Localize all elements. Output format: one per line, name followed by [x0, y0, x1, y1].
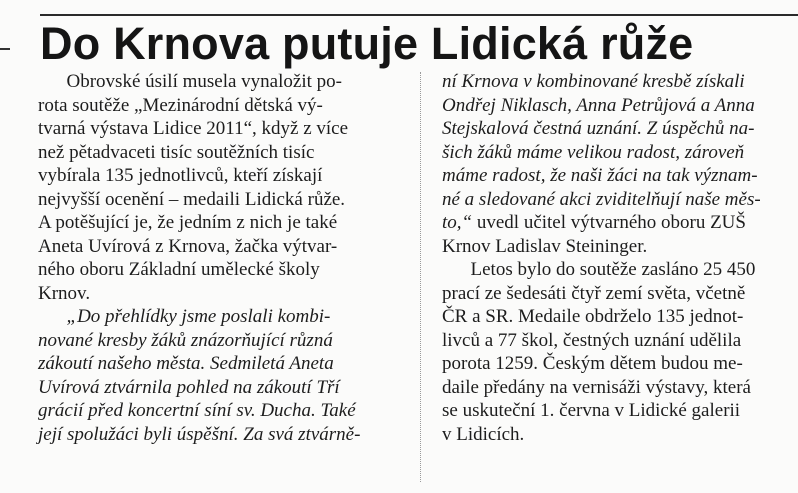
article-text-line	[38, 117, 405, 141]
article-text-run: nované kresby žáků znázorňující různá	[38, 329, 333, 351]
article-text-run: Aneta Uvírová z Krnova, žačka výtvar-	[38, 235, 338, 257]
article-text-line	[38, 305, 405, 329]
article-text-run: livců a 77 škol, čestných uznání udělila	[442, 329, 742, 351]
article-text-line	[38, 423, 405, 447]
article-text-line	[38, 235, 405, 259]
article-text-run: Letos bylo do soutěže zasláno 25 450	[442, 259, 756, 280]
article-text-run: než pětadvaceti tisíc soutěžních tisíc	[38, 141, 315, 163]
column-divider	[420, 72, 421, 482]
article-text-line	[38, 258, 405, 282]
article-right-column	[442, 70, 798, 446]
article-text-run: ného oboru Základní umělecké školy	[38, 259, 320, 280]
article-text-line	[38, 141, 405, 165]
article-text-run: se uskuteční 1. června v Lidické galerii	[442, 400, 741, 421]
article-text-line	[38, 70, 405, 94]
article-text-run: ní Krnova v kombinované kresbě získali	[442, 71, 745, 92]
article-text-run: prací ze šedesáti čtyř zemí světa, včetně	[442, 282, 746, 304]
article-text-run: Stejskalová čestná uznání. Z úspěchů na-	[442, 118, 755, 139]
article-text-line	[442, 258, 798, 282]
article-text-line	[38, 376, 405, 400]
article-text-line	[38, 164, 405, 188]
article-text-run: porota 1259. Českým dětem budou me-	[442, 353, 743, 374]
article-headline: Do Krnova putuje Lidická růže	[40, 18, 694, 69]
article-text-line	[442, 188, 798, 212]
article-text-line	[38, 282, 405, 306]
article-left-column	[38, 70, 405, 446]
article-text-run: ČR a SR. Medaile obdrželo 135 jednot-	[442, 306, 744, 327]
article-text-line	[442, 399, 798, 423]
article-text-run: Obrovské úsilí musela vynaložit po-	[38, 71, 342, 92]
article-text-line	[38, 399, 405, 423]
article-text-run: daile předány na vernisáži výstavy, která	[442, 376, 751, 398]
article-text-line	[442, 282, 798, 306]
article-text-line	[38, 188, 405, 212]
article-text-line	[442, 141, 798, 165]
article-text-run: Ondřej Niklasch, Anna Petrůjová a Anna	[442, 94, 755, 116]
top-rule-divider	[40, 14, 798, 16]
article-text-line	[442, 117, 798, 141]
article-text-run: máme radost, že naši žáci na tak význam-	[442, 165, 758, 186]
article-text-run: rota soutěže „Mezinárodní dětská vý-	[38, 94, 323, 116]
article-text-line	[442, 235, 798, 259]
article-text-line	[442, 164, 798, 188]
article-text-line	[38, 352, 405, 376]
article-text-line	[442, 211, 798, 235]
article-text-line	[442, 94, 798, 118]
article-text-line	[442, 376, 798, 400]
article-text-run: nejvyšší ocenění – medaili Lidická růže.	[38, 188, 346, 210]
article-text-run: A potěšující je, že jedním z nich je také	[38, 212, 338, 233]
article-text-run: tvarná výstava Lidice 2011“, když z více	[38, 118, 349, 139]
article-text-run: Krnov.	[38, 282, 91, 304]
article-text-line	[442, 352, 798, 376]
article-text-run: zákoutí našeho města. Sedmiletá Aneta	[38, 353, 334, 374]
article-text-line	[442, 423, 798, 447]
article-text-run: grácií před koncertní síní sv. Ducha. Také	[38, 400, 356, 421]
article-text-run: vybírala 135 jednotlivců, kteří získají	[38, 165, 323, 186]
article-text-line	[442, 305, 798, 329]
article-text-run: „Do přehlídky jsme poslali kombi-	[38, 306, 331, 327]
article-text-line	[38, 94, 405, 118]
article-text-run: to,“	[442, 212, 473, 233]
article-text-run: Uvírová ztvárnila pohled na zákoutí Tří	[38, 376, 340, 398]
article-text-line	[38, 329, 405, 353]
article-text-run: v Lidicích.	[442, 423, 525, 445]
scan-edge-mark	[0, 48, 10, 50]
article-text-run: uvedl učitel výtvarného oboru ZUŠ	[472, 212, 746, 233]
article-text-run: né a sledované akci zviditelňují naše měs-	[442, 188, 761, 210]
article-text-run: její spolužáci byli úspěšní. Za svá ztvárně-	[38, 423, 361, 445]
article-text-line	[38, 211, 405, 235]
article-text-run: šich žáků máme velikou radost, zároveň	[442, 141, 745, 163]
article-text-line	[442, 70, 798, 94]
article-text-run: Krnov Ladislav Steininger.	[442, 235, 648, 257]
article-text-line	[442, 329, 798, 353]
